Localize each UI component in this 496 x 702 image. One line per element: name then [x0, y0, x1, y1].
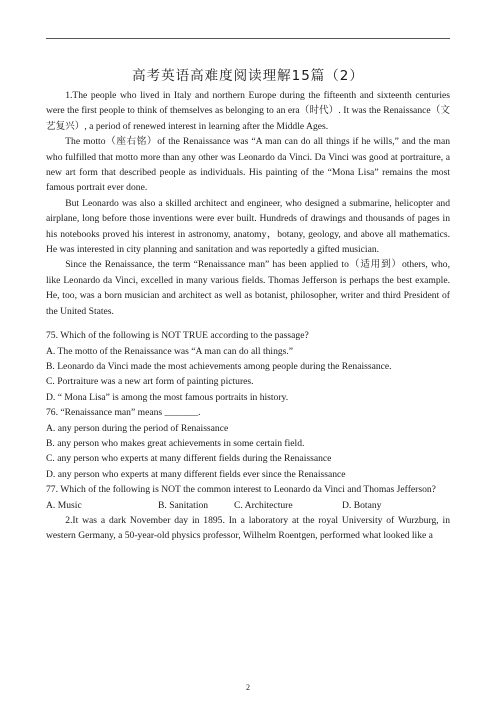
passage-paragraph: Since the Renaissance, the term “Renaissance man” has been applied to（适用到）others, who, like Leonardo da Vinci, excelled in many various fields. Thomas Jefferson is perhaps the best example. He, too, was a born musician and architect as well as botanist, philosopher, writer and third President of the United States.: [46, 259, 450, 317]
answer-option: B. Leonardo da Vinci made the most achievements among people during the Renaissance.: [46, 360, 392, 372]
answer-option: C. Portraiture was a new art form of painting pictures.: [46, 376, 254, 388]
answer-option: A. Music: [46, 499, 82, 511]
question-stem: 76. “Renaissance man” means _______.: [46, 407, 201, 419]
answer-option: D. “ Mona Lisa” is among the most famous portraits in history.: [46, 391, 289, 403]
header-rule: [46, 38, 450, 39]
spacer: [46, 319, 450, 328]
document-body: [46, 88, 450, 544]
passage-paragraph: The motto（座右铭）of the Renaissance was “A man can do all things if he wills,” and the man who fulfilled that motto more than any other was Leonardo da Vinci. Da Vinci was good at portraiture, a new art form that described people as individuals. His painting of the “Mona Lisa” remains the most famous portrait ever done.: [46, 136, 450, 194]
answer-option-row: [46, 498, 450, 513]
question-stem: 77. Which of the following is NOT the common interest to Leonardo da Vinci and Thomas Jefferson?: [46, 484, 436, 496]
answer-option: B. Sanitation: [158, 499, 209, 511]
answer-option: D. Botany: [342, 499, 382, 511]
answer-option: A. any person during the period of Renaissance: [46, 422, 229, 434]
question-stem: 75. Which of the following is NOT TRUE according to the passage?: [46, 330, 309, 342]
passage-paragraph: 2.It was a dark November day in 1895. In a laboratory at the royal University of Wurzburg, in western Germany, a 50-year-old physics professor, Wilhelm Roentgen, performed what looked like a: [46, 514, 450, 542]
answer-option: C. Architecture: [234, 499, 293, 511]
page-number: 2: [246, 683, 250, 692]
answer-option: D. any person who experts at many different fields ever since the Renaissance: [46, 468, 346, 480]
question-77: [46, 482, 450, 513]
question-76: [46, 405, 450, 482]
page-title: 高考英语高难度阅读理解15篇（2）: [132, 68, 364, 84]
answer-option: C. any person who experts at many different fields during the Renaissance: [46, 453, 332, 465]
question-75: [46, 328, 450, 405]
passage-paragraph: 1.The people who lived in Italy and northern Europe during the fifteenth and sixteenth centuries were the first people to think of themselves as belonging to an era（时代）. It was the Renaissance（文艺复兴）, a period of renewed interest in learning after the Middle Ages.: [46, 90, 450, 132]
answer-option: B. any person who makes great achievements in some certain field.: [46, 437, 305, 449]
answer-option: A. The motto of the Renaissance was “A man can do all things.”: [46, 345, 294, 357]
passage-paragraph: But Leonardo was also a skilled architect and engineer, who designed a submarine, helicopter and airplane, long before those inventions were ever built. Hundreds of drawings and thousands of pages in his notebooks proved his interest in astronomy, anatomy，botany, geology, and above all mathematics. He was interested in city planning and sanitation and was reportedly a gifted musician.: [46, 197, 450, 256]
